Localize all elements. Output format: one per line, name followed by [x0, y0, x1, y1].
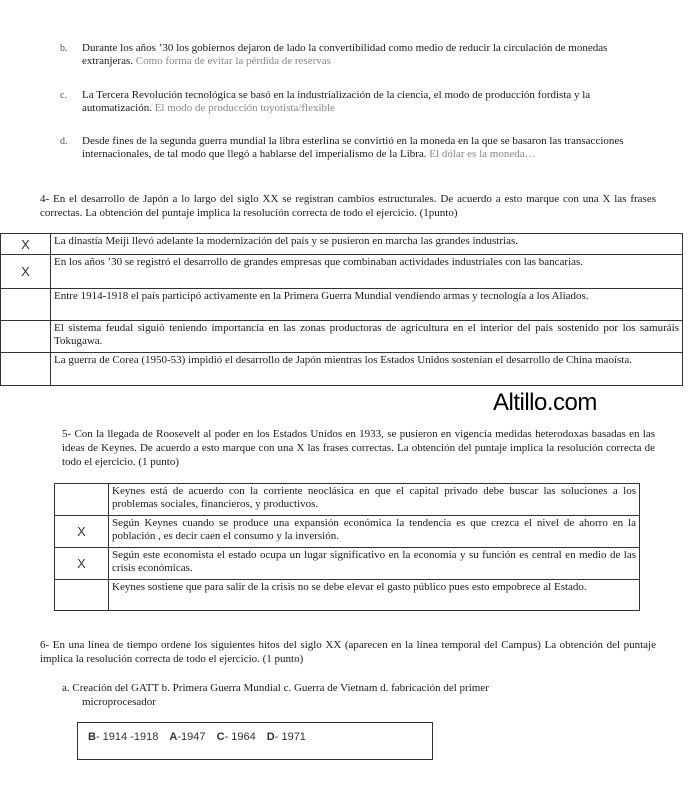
answer-box[interactable]: [77, 722, 433, 760]
table-row: [55, 484, 640, 516]
checkbox-cell[interactable]: X: [55, 548, 109, 580]
question-5-prompt: 5- Con la llegada de Roosevelt al poder en los Estados Unidos en 1933, se pusieron en vigencia medidas heterodoxas basadas en las ideas de Keynes. De acuerdo a esto marque con una X las frases correctas. La obtención del puntaje implica la resolución correcta de todo el ejercicio. (1 punto): [62, 428, 655, 468]
answer-item: B- 1914 -1918: [88, 731, 159, 743]
table-row: [1, 353, 683, 386]
checkbox-cell[interactable]: [55, 580, 109, 611]
table-row: [55, 516, 640, 548]
option-text: Durante los años ’30 los gobiernos dejaron de lado la convertibilidad como medio de reducir la circulación de monedas extranjeras.: [82, 42, 608, 67]
checkbox-cell[interactable]: X: [1, 234, 51, 255]
question-4-table: [0, 233, 683, 386]
option-text: Desde fines de la segunda guerra mundial la libra esterlina se convirtió en la moneda en la que se basaron las transacciones internacionales, de tal modo que llegó a hablarse del imperialismo de la Libra.: [82, 135, 624, 160]
timeline-items: [62, 681, 656, 709]
watermark-logo: Altillo.com: [493, 389, 597, 416]
option-letter: b.: [60, 43, 68, 54]
checkbox-cell[interactable]: [1, 321, 51, 353]
table-row: [1, 289, 683, 321]
statement-cell: Según Keynes cuando se produce una expansión económica la tendencia es que crezca el nivel de ahorro en la población , es decir caen el consumo y la inversión.: [109, 516, 640, 548]
question-6-prompt: 6- En una línea de tiempo ordene los siguientes hitos del siglo XX (aparecen en la línea temporal del Campus) La obtención del puntaje implica la resolución correcta de todo el ejercicio. (1 punto): [40, 639, 656, 665]
timeline-items-line: a. Creación del GATT b. Primera Guerra Mundial c. Guerra de Vietnam d. fabricación del primer: [62, 682, 489, 694]
statement-cell: Según este economista el estado ocupa un lugar significativo en la economía y su función es central en medio de las crisis económicas.: [109, 548, 640, 580]
statement-cell: El sistema feudal siguió teniendo importancia en las zonas productoras de agricultura en el interior del país sostenido por los samuráis Tokugawa.: [51, 321, 683, 353]
option-answer: El dólar es la moneda…: [429, 148, 536, 160]
table-row: [1, 255, 683, 289]
checkbox-cell[interactable]: [1, 289, 51, 321]
answer-item: D- 1971: [266, 731, 306, 743]
statement-cell: En los años ’30 se registró el desarrollo de grandes empresas que combinaban actividades industriales con las bancarias.: [51, 255, 683, 289]
answer-item: A-1947: [169, 731, 206, 743]
statement-cell: Keynes está de acuerdo con la corriente neoclásica en que el capital privado debe buscar las soluciones a los problemas sociales, financieros, y productivos.: [109, 484, 640, 516]
table-row: [1, 321, 683, 353]
option-text: La Tercera Revolución tecnológica se basó en la industrialización de la ciencia, el modo de producción fordista y la automatización.: [82, 89, 591, 114]
option-b: [60, 42, 660, 70]
checkbox-cell[interactable]: [1, 353, 51, 386]
table-row: [1, 234, 683, 255]
option-answer: Como forma de evitar la pérdida de reservas: [135, 55, 331, 67]
table-row: [55, 548, 640, 580]
timeline-items-line: microprocesador: [82, 696, 156, 708]
statement-cell: La guerra de Corea (1950-53) impidió el desarrollo de Japón mientras los Estados Unidos sostenían el desarrollo de China maoísta.: [51, 353, 683, 386]
statement-cell: Entre 1914-1918 el país participó activamente en la Primera Guerra Mundial vendiendo armas y tecnología a los Aliados.: [51, 289, 683, 321]
table-row: [55, 580, 640, 611]
checkbox-cell[interactable]: [55, 484, 109, 516]
statement-cell: Keynes sostiene que para salir de la crisis no se debe elevar el gasto público pues esto empobrece al Estado.: [109, 580, 640, 611]
option-letter: d.: [60, 136, 68, 147]
statement-cell: La dinastía Meiji llevó adelante la modernización del país y se pusieron en marcha las grandes industrias.: [51, 234, 683, 255]
question-4-prompt: 4- En el desarrollo de Japón a lo largo del siglo XX se registran cambios estructurales. De acuerdo a esto marque con una X las frases correctas. La obtención del puntaje implica la resolución correcta de todo el ejercicio. (1punto): [40, 193, 656, 219]
option-answer: El modo de producción toyotista/flexible: [154, 102, 335, 114]
question-5-table: [54, 483, 640, 611]
option-letter: c.: [60, 90, 67, 101]
option-d: [60, 135, 660, 177]
answer-item: C- 1964: [216, 731, 256, 743]
checkbox-cell[interactable]: X: [55, 516, 109, 548]
checkbox-cell[interactable]: X: [1, 255, 51, 289]
option-c: [60, 89, 660, 117]
